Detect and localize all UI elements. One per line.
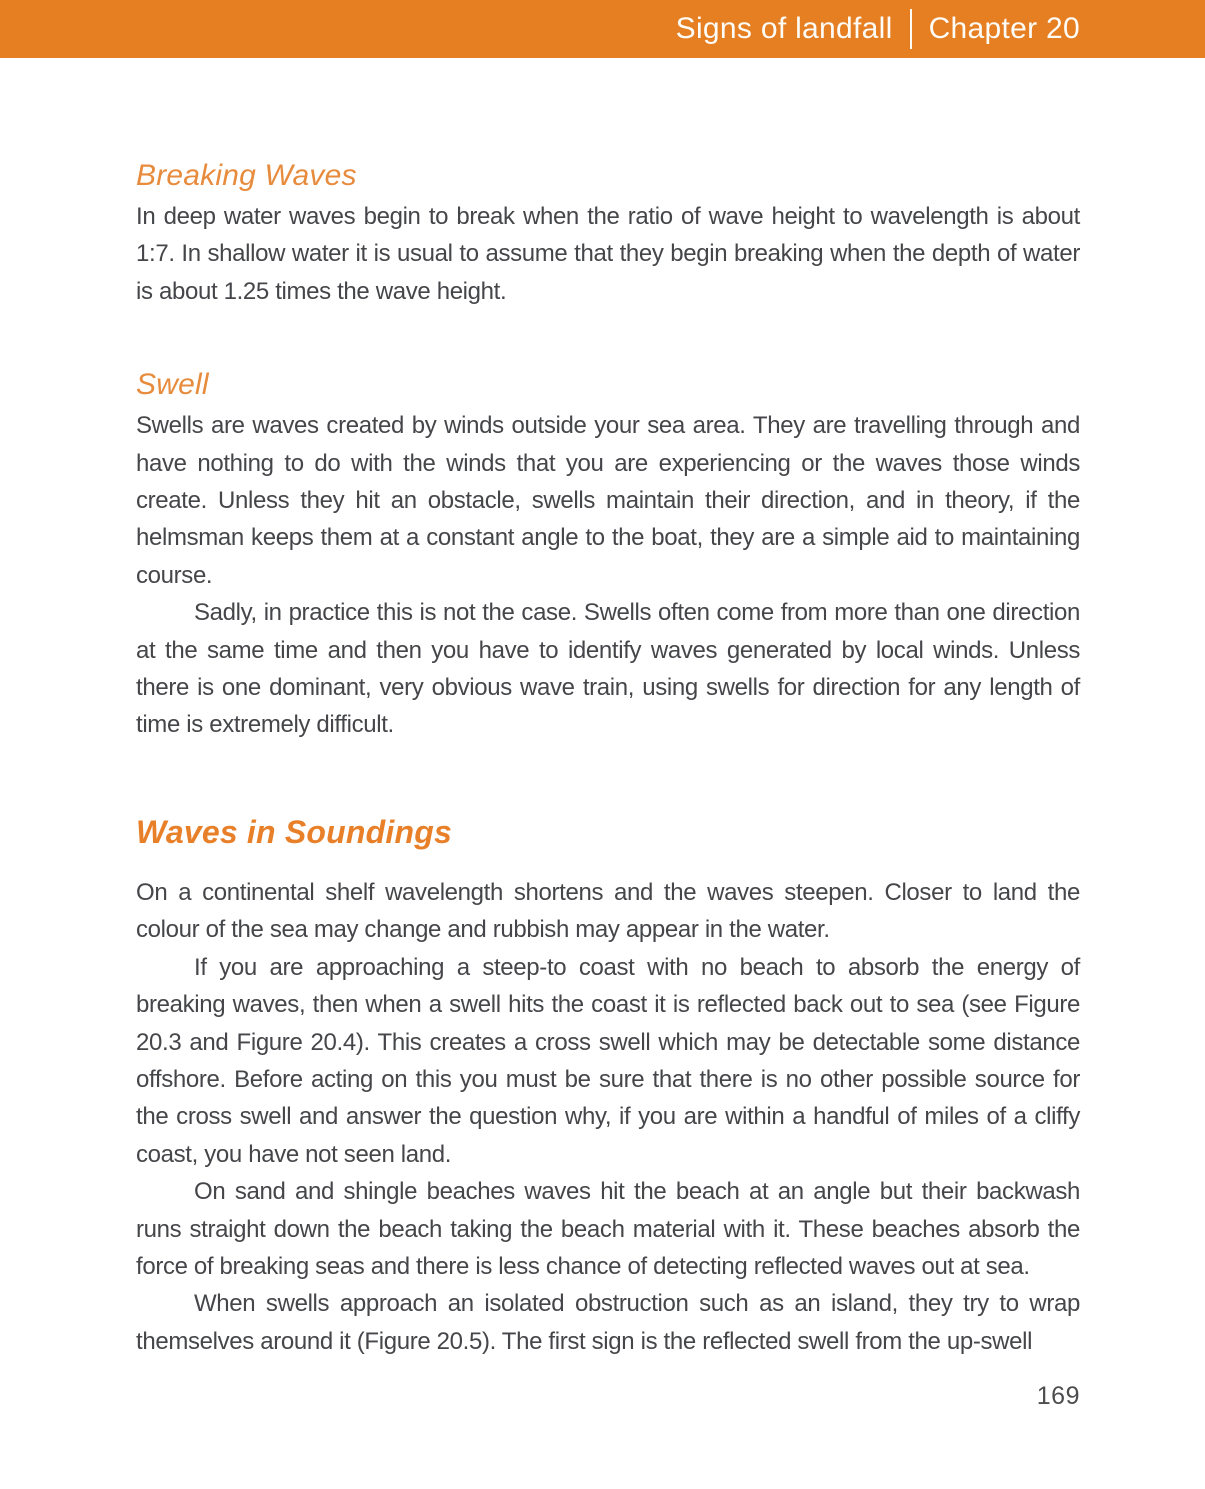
subheading-swell: Swell <box>136 368 209 402</box>
section-breaking-waves <box>136 158 1080 310</box>
chapter-header-bar <box>0 0 1205 58</box>
subheading-breaking-waves: Breaking Waves <box>136 159 357 192</box>
paragraph: Swells are waves created by winds outside your sea area. They are travelling through and have nothing to do with the winds that you are experiencing or the waves those winds create. Unless they hit an obstacle, swells maintain their direction, and in theory, if the helmsman keeps them at a constant angle to the boat, they are a simple aid to maintaining course. <box>136 412 1080 589</box>
paragraph: In deep water waves begin to break when the ratio of wave height to wavelength is about 1:7. In shallow water it is usual to assume that they begin breaking when the depth of water is about 1.25 times the wave height. <box>136 203 1080 305</box>
paragraph: Sadly, in practice this is not the case. Swells often come from more than one direction at the same time and then you have to identify waves generated by local winds. Unless there is one dominant, very obvious wave train, using swells for direction for any length of time is extremely difficult. <box>136 599 1080 739</box>
main-heading-waves-in-soundings: Waves in Soundings <box>136 813 452 850</box>
section-waves-in-soundings <box>136 812 1080 1360</box>
header-divider-rule <box>910 9 912 49</box>
paragraph: On a continental shelf wavelength shortens and the waves steepen. Closer to land the colour of the sea may change and rubbish may appear in the water. <box>136 878 1080 944</box>
page-number: 169 <box>1036 1382 1080 1410</box>
paragraph: When swells approach an isolated obstruction such as an island, they try to wrap themselves around it (Figure 20.5). The first sign is the reflected swell from the up-swell <box>136 1290 1080 1355</box>
section-swell <box>136 367 1080 744</box>
page-content <box>0 58 1205 1360</box>
paragraph: If you are approaching a steep-to coast with no beach to absorb the energy of breaking waves, then when a swell hits the coast it is reflected back out to sea (see Figure 20.3 and Figure 20.4). This creates a cross swell which may be detectable some distance offshore. Before acting on this you must be sure that there is no other possible source for the cross swell and answer the question why, if you are within a handful of miles of a cliffy coast, you have not seen land. <box>136 953 1080 1168</box>
paragraph: On sand and shingle beaches waves hit the beach at an angle but their backwash runs straight down the beach taking the beach material with it. These beaches absorb the force of breaking seas and there is less chance of detecting reflected waves out at sea. <box>136 1178 1080 1280</box>
header-chapter-label: Chapter 20 <box>928 12 1080 45</box>
header-section-title: Signs of landfall <box>675 12 893 45</box>
